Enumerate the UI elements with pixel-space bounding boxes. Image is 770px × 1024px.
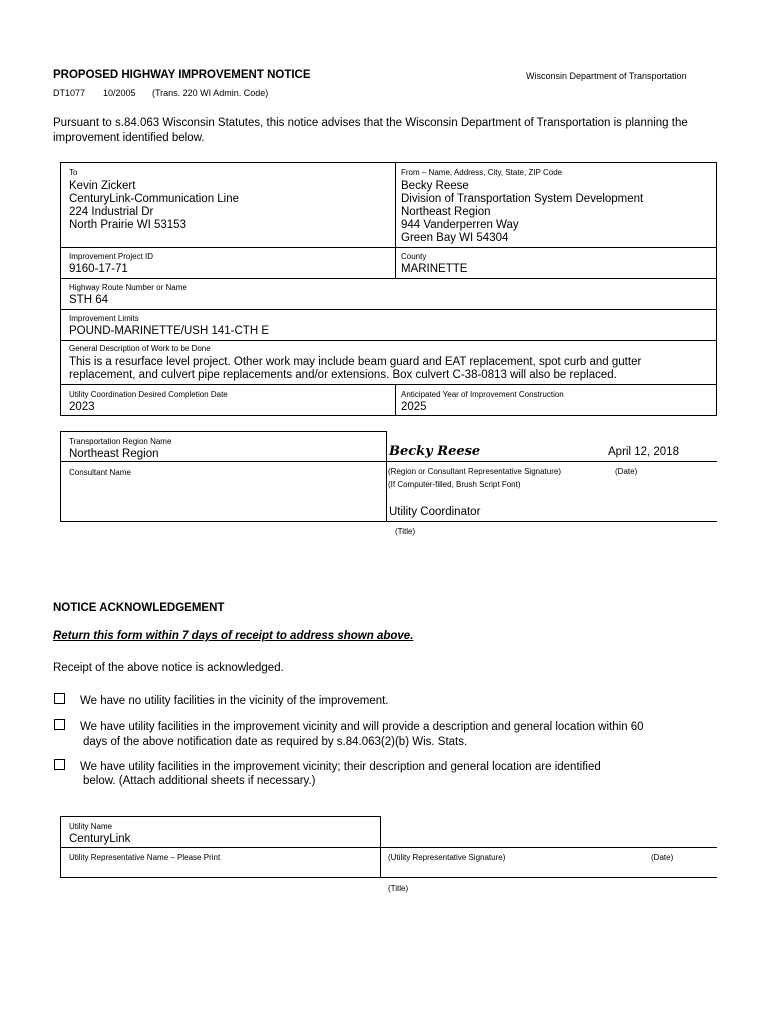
from-label: From – Name, Address, City, State, ZIP Code — [401, 168, 563, 177]
form-reference: (Trans. 220 WI Admin. Code) — [152, 88, 269, 98]
form-date: 10/2005 — [103, 88, 136, 98]
region-value: Northeast Region — [69, 448, 159, 460]
project-id-value: 9160-17-71 — [69, 263, 128, 275]
utility-rep-label: Utility Representative Name – Please Print — [69, 853, 221, 862]
project-id-label: Improvement Project ID — [69, 252, 154, 261]
to-name: Kevin Zickert — [69, 180, 136, 192]
to-company: CenturyLink-Communication Line — [69, 193, 240, 205]
county-label: County — [401, 252, 427, 261]
ack-receipt: Receipt of the above notice is acknowledged. — [53, 662, 284, 674]
completion-value: 2023 — [69, 401, 95, 413]
ack-option-1-text: We have no utility facilities in the vicinity of the improvement. — [80, 695, 389, 707]
from-street: 944 Vanderperren Way — [401, 219, 519, 231]
description-line-2: replacement, and culvert pipe replacements and/or extensions. Box culvert C-38-0813 will also be replaced. — [69, 369, 617, 381]
to-city: North Prairie WI 53153 — [69, 219, 186, 231]
to-street: 224 Industrial Dr — [69, 206, 154, 218]
route-label: Highway Route Number or Name — [69, 283, 187, 292]
to-label: To — [69, 168, 78, 177]
utility-name-label: Utility Name — [69, 822, 113, 831]
completion-label: Utility Coordination Desired Completion Date — [69, 390, 228, 399]
description-line-1: This is a resurface level project. Other work may include beam guard and EAT replacement, spot curb and gutter — [69, 356, 642, 368]
intro-paragraph: Pursuant to s.84.063 Wisconsin Statutes, this notice advises that the Wisconsin Department of Transportation is planning the improvement identified below. — [53, 117, 688, 144]
signature-caption: (Region or Consultant Representative Signature) — [388, 467, 561, 476]
signer-title: Utility Coordinator — [389, 506, 481, 518]
utility-signature-caption: (Utility Representative Signature) — [388, 853, 506, 862]
signature-font-note: (If Computer-filled, Brush Script Font) — [388, 480, 521, 489]
signature-date: April 12, 2018 — [608, 446, 679, 458]
signature-value: Becky Reese — [389, 444, 481, 459]
limits-label: Improvement Limits — [69, 314, 139, 323]
from-name: Becky Reese — [401, 180, 469, 192]
form-id: DT1077 — [53, 88, 86, 98]
limits-value: POUND-MARINETTE/USH 141-CTH E — [69, 325, 269, 337]
form-title: PROPOSED HIGHWAY IMPROVEMENT NOTICE — [53, 69, 311, 81]
ack-option-2-line-2: days of the above notification date as required by s.84.063(2)(b) Wis. Stats. — [83, 736, 468, 748]
county-value: MARINETTE — [401, 263, 468, 275]
agency-name: Wisconsin Department of Transportation — [526, 71, 687, 81]
from-region: Northeast Region — [401, 206, 491, 218]
ack-option-1-checkbox[interactable] — [54, 693, 65, 704]
signature-date-caption: (Date) — [615, 467, 638, 476]
construction-label: Anticipated Year of Improvement Construction — [401, 390, 564, 399]
description-label: General Description of Work to be Done — [69, 344, 211, 353]
ack-heading: NOTICE ACKNOWLEDGEMENT — [53, 602, 225, 614]
consultant-label: Consultant Name — [69, 468, 131, 477]
construction-value: 2025 — [401, 401, 427, 413]
utility-name-value: CenturyLink — [69, 833, 131, 845]
ack-option-2-line-1: We have utility facilities in the improvement vicinity and will provide a description and general location within 60 — [80, 721, 644, 733]
ack-option-2-checkbox[interactable] — [54, 719, 65, 730]
utility-title-caption: (Title) — [388, 884, 409, 893]
ack-option-3-line-2: below. (Attach additional sheets if necessary.) — [83, 775, 316, 787]
ack-option-3-line-1: We have utility facilities in the improvement vicinity; their description and general location are identified — [80, 761, 601, 773]
from-division: Division of Transportation System Development — [401, 193, 644, 205]
ack-instruction: Return this form within 7 days of receipt to address shown above. — [53, 630, 414, 642]
utility-date-caption: (Date) — [651, 853, 674, 862]
signer-title-caption: (Title) — [395, 527, 416, 536]
route-value: STH 64 — [69, 294, 108, 306]
from-city: Green Bay WI 54304 — [401, 232, 509, 244]
ack-option-3-checkbox[interactable] — [54, 759, 65, 770]
region-label: Transportation Region Name — [69, 437, 172, 446]
